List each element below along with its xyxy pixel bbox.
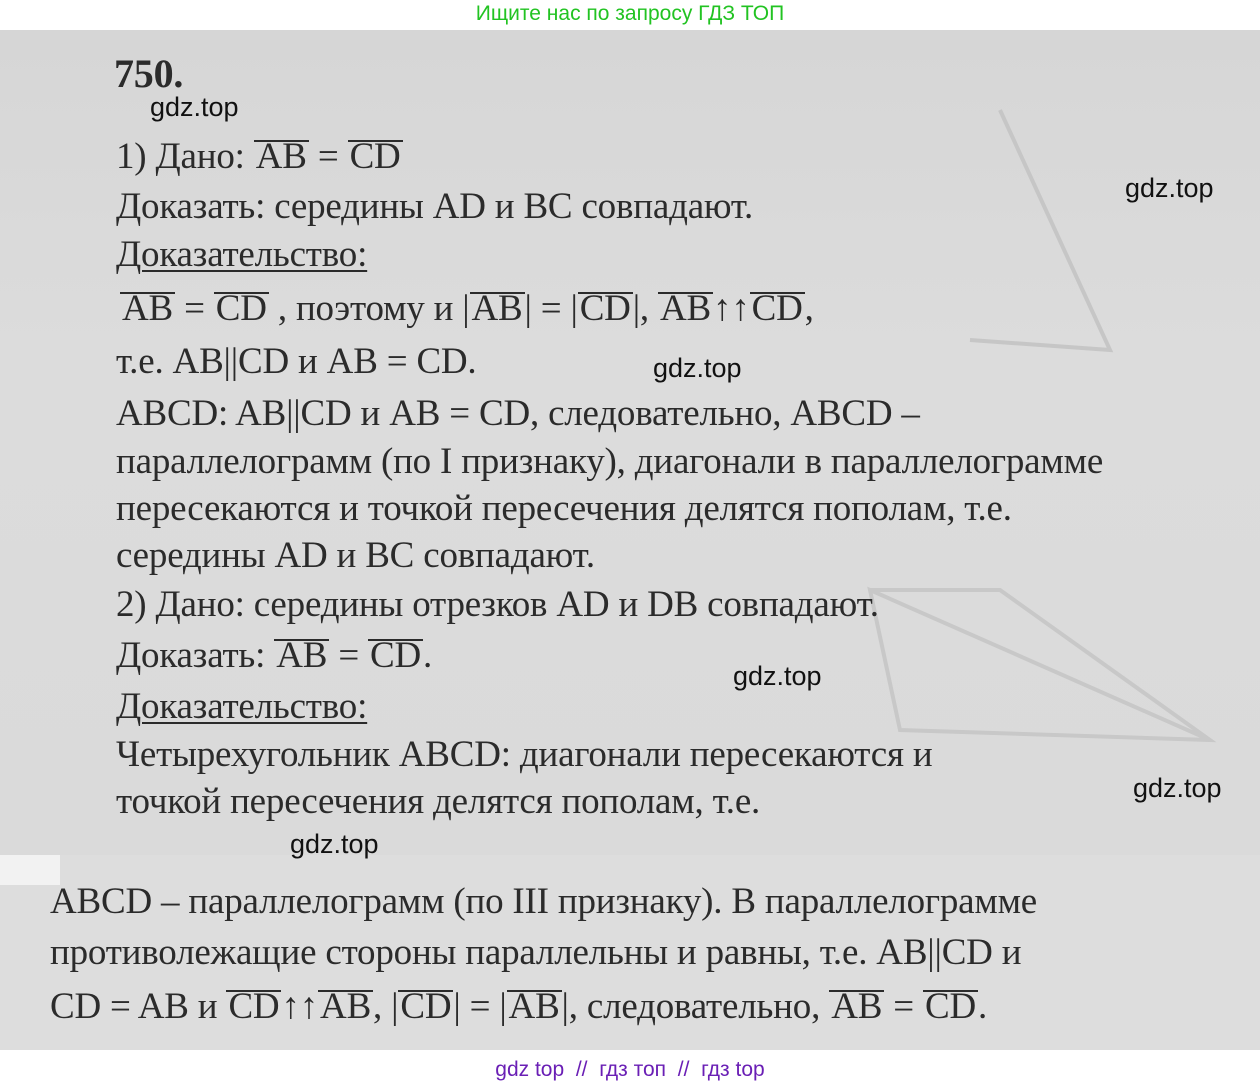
vector-ab-abs: AB: [508, 986, 560, 1027]
vector-cd: CD: [751, 288, 803, 329]
equals-sign: =: [317, 136, 339, 177]
conclusion-line-1: ABCD – параллелограмм (по III признаку). В параллелограмме: [50, 881, 1038, 922]
watermark: gdz.top: [290, 829, 379, 859]
conclusion-therefore: |, следовательно,: [561, 986, 821, 1027]
vector-ab: AB: [660, 288, 712, 329]
vector-ab: AB: [255, 136, 307, 177]
vector-ab: AB: [122, 288, 173, 329]
part2-body-line-1: Четырехугольник ABCD: диагонали пересекаются и: [116, 734, 933, 775]
period: .: [978, 986, 988, 1027]
watermark: gdz.top: [1133, 773, 1222, 803]
vector-ab: AB: [320, 986, 372, 1027]
conclusion-mid: , |: [373, 986, 399, 1027]
conclusion-prefix: CD = AB и: [50, 986, 218, 1027]
part1-body-line-3: пересекаются и точкой пересечения делятся пополам, т.е.: [116, 488, 1012, 529]
part2-body-line-2: точкой пересечения делятся пополам, т.е.: [116, 781, 761, 822]
bottom-separator: //: [677, 1058, 690, 1081]
equals-sign: =: [184, 288, 205, 329]
part1-body-line-4: середины AD и BC совпадают.: [116, 535, 595, 576]
abs-equals: | = |: [453, 986, 507, 1027]
vector-ab-abs: AB: [471, 288, 523, 329]
part2-proof-heading: Доказательство:: [116, 686, 368, 727]
vector-cd: CD: [925, 986, 976, 1027]
watermark: gdz.top: [150, 92, 239, 122]
period: .: [423, 635, 433, 676]
given-label: 1) Дано:: [116, 136, 245, 177]
part1-proof-heading: Доказательство:: [116, 234, 368, 275]
vector-ab: AB: [276, 635, 328, 676]
watermark: gdz.top: [733, 661, 822, 691]
watermark: gdz.top: [1125, 173, 1214, 203]
vector-cd-abs: CD: [400, 986, 452, 1027]
vector-cd: CD: [228, 986, 280, 1027]
part1-given: [116, 135, 403, 179]
bottom-link-gdz-top-ru[interactable]: гдз топ: [599, 1058, 667, 1081]
hence-text: , поэтому и |: [277, 288, 470, 329]
comma: ,: [804, 288, 814, 329]
part1-ie-line: т.е. AB||CD и AB = CD.: [116, 341, 477, 382]
top-banner[interactable]: [0, 0, 1260, 30]
equals-sign: =: [893, 986, 914, 1027]
part2-prove: [116, 634, 432, 678]
codirected-arrows: ↑↑: [281, 986, 319, 1027]
bottom-banner[interactable]: [0, 1052, 1260, 1087]
bleed-through-triangle-top: [960, 90, 1140, 390]
vector-ab: AB: [831, 986, 883, 1027]
part2-given: 2) Дано: середины отрезков AD и DB совпадают.: [116, 584, 879, 625]
bottom-link-gdz-top[interactable]: gdz top: [495, 1058, 565, 1081]
top-banner-text[interactable]: Ищите нас по запросу ГДЗ ТОП: [475, 2, 785, 25]
vector-cd: CD: [349, 136, 401, 177]
part1-body-line-1: ABCD: AB||CD и AB = CD, следовательно, ABCD –: [116, 393, 920, 434]
watermark: gdz.top: [653, 353, 742, 383]
vector-cd: CD: [370, 635, 422, 676]
conclusion-line-3: [50, 985, 987, 1029]
equals-sign: =: [338, 635, 359, 676]
vector-cd-abs: CD: [579, 288, 631, 329]
abs-end: |,: [632, 288, 649, 329]
conclusion-line-2: противолежащие стороны параллельны и равны, т.е. AB||CD и: [50, 932, 1022, 973]
part1-vector-line: [120, 287, 814, 331]
vector-cd: CD: [215, 288, 267, 329]
part1-prove: Доказать: середины AD и BC совпадают.: [116, 186, 754, 227]
part1-body-line-2: параллелограмм (по I признаку), диагонали в параллелограмме: [116, 441, 1104, 482]
bottom-separator: //: [575, 1058, 588, 1081]
prove-label: Доказать:: [116, 635, 266, 676]
task-number-text: 750.: [114, 51, 184, 96]
abs-equals: | = |: [524, 288, 578, 329]
scanned-page: [0, 30, 1260, 1050]
codirected-arrows: ↑↑: [713, 288, 750, 329]
bottom-link-gdz-top-mixed[interactable]: гдз top: [701, 1058, 765, 1081]
